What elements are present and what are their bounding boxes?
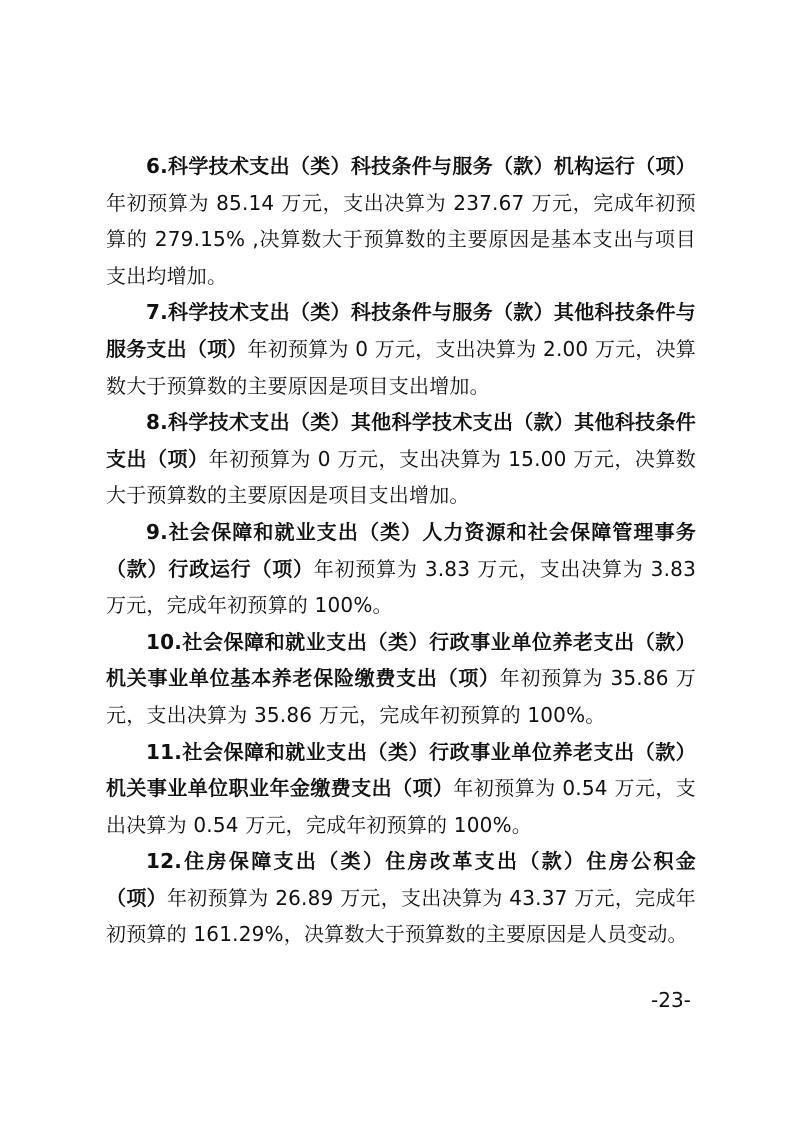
paragraph-text: 年初预算为 0 万元，支出决算为 2.00 万元，决算数大于预算数的主要原因是项目支出增加。 — [106, 336, 696, 398]
paragraph-text: 年初预算为 3.83 万元，支出决算为 3.83 万元，完成年初预算的 100%。 — [106, 556, 697, 618]
paragraph-heading: 12.住房保障支出（类）住房改革支出（款）住房公积金（项） — [106, 849, 696, 910]
paragraph-text: 年初预算为 85.14 万元，支出决算为 237.67 万元，完成年初预算的 279.15% ,决算数大于预算数的主要原因是基本支出与项目支出均增加。 — [106, 190, 696, 288]
paragraph-7 — [106, 294, 696, 404]
paragraph-heading: 9.社会保障和就业支出（类）人力资源和社会保障管理事务（款）行政运行（项） — [106, 519, 696, 581]
paragraph-11 — [106, 734, 696, 844]
paragraph-9 — [106, 514, 696, 624]
paragraph-heading: 8.科学技术支出（类）其他科学技术支出（款）其他科技条件支出（项） — [106, 410, 696, 471]
paragraph-text: 年初预算为 0 万元，支出决算为 15.00 万元，决算数大于预算数的主要原因是项目支出增加。 — [106, 446, 697, 508]
paragraph-text: 年初预算为 26.89 万元，支出决算为 43.37 万元，完成年初预算的 161.29%，决算数大于预算数的主要原因是人员变动。 — [106, 885, 696, 947]
paragraph-8 — [106, 404, 696, 514]
document-body — [106, 148, 696, 953]
paragraph-text: 年初预算为 0.54 万元，支出决算为 0.54 万元，完成年初预算的 100%。 — [106, 776, 697, 837]
paragraph-heading: 11.社会保障和就业支出（类）行政事业单位养老支出（款）机关事业单位职业年金缴费支出（项） — [106, 739, 696, 801]
paragraph-heading: 10.社会保障和就业支出（类）行政事业单位养老支出（款）机关事业单位基本养老保险缴费支出（项） — [106, 629, 696, 691]
paragraph-heading: 7.科学技术支出（类）科技条件与服务（款）其他科技条件与服务支出（项） — [106, 300, 696, 361]
page-number: -23- — [651, 988, 691, 1012]
paragraph-6 — [106, 148, 696, 294]
paragraph-10 — [106, 624, 696, 734]
paragraph-12 — [106, 843, 696, 953]
paragraph-text: 年初预算为 35.86 万元，支出决算为 35.86 万元，完成年初预算的 100%。 — [106, 666, 696, 727]
paragraph-heading: 6.科学技术支出（类）科技条件与服务（款）机构运行（项） — [146, 154, 696, 178]
